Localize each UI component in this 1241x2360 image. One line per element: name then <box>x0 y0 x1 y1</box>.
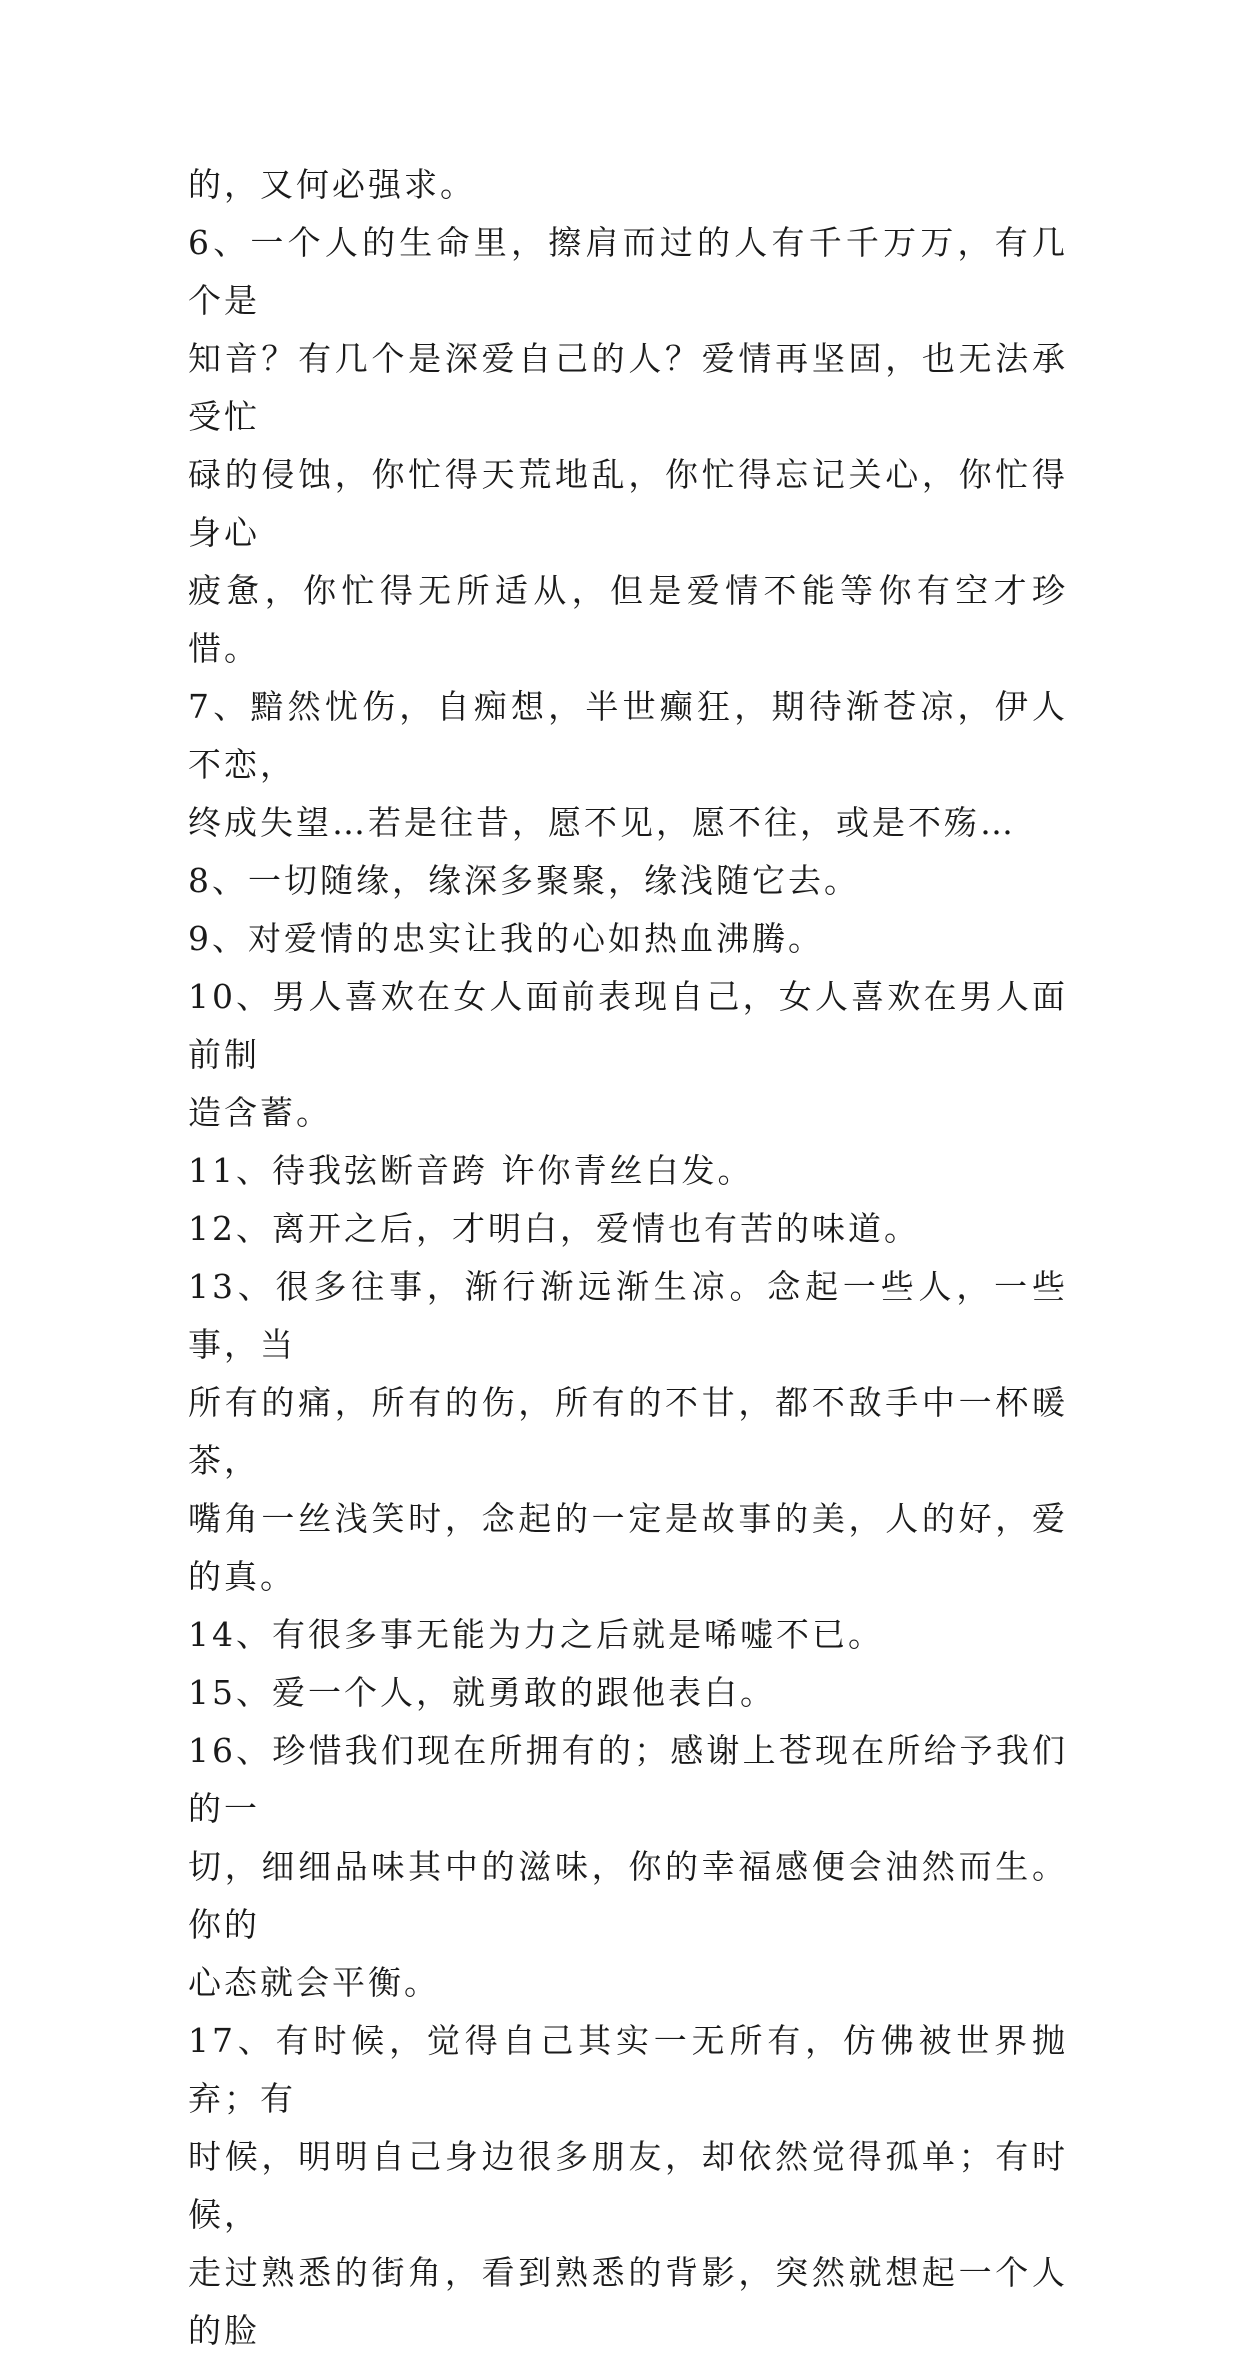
text-line: 14、有很多事无能为力之后就是唏嘘不已。 <box>188 1615 884 1654</box>
text-line: 嘴角一丝浅笑时，念起的一定是故事的美，人的好，爱的真。 <box>188 1499 1068 1596</box>
text-line: 12、离开之后，才明白，爱情也有苦的味道。 <box>188 1209 920 1248</box>
text-line: 终成失望…若是往昔，愿不见，愿不往，或是不殇… <box>188 803 1016 842</box>
text-line: 6、一个人的生命里，擦肩而过的人有千千万万，有几个是 <box>188 223 1068 320</box>
text-line: 8、一切随缘，缘深多聚聚，缘浅随它去。 <box>188 861 860 900</box>
text-line: 15、爱一个人，就勇敢的跟他表白。 <box>188 1673 776 1712</box>
text-line: 走过熟悉的街角，看到熟悉的背影，突然就想起一个人的脸 <box>188 2253 1068 2350</box>
text-line: 13、很多往事，渐行渐远渐生凉。念起一些人，一些事，当 <box>188 1267 1068 1364</box>
text-line: 7、黯然忧伤，自痴想，半世癫狂，期待渐苍凉，伊人不恋， <box>188 687 1068 784</box>
text-line: 17、有时候，觉得自己其实一无所有，仿佛被世界抛弃；有 <box>188 2021 1068 2118</box>
text-line: 的，又何必强求。 <box>188 165 476 204</box>
document-body <box>188 156 1068 2360</box>
text-line: 10、男人喜欢在女人面前表现自己，女人喜欢在男人面前制 <box>188 977 1068 1074</box>
text-line: 碌的侵蚀，你忙得天荒地乱，你忙得忘记关心，你忙得身心 <box>188 455 1068 552</box>
text-line: 时候，明明自己身边很多朋友，却依然觉得孤单；有时候， <box>188 2137 1068 2234</box>
text-line: 所有的痛，所有的伤，所有的不甘，都不敌手中一杯暖茶， <box>188 1383 1068 1480</box>
text-line: 疲惫，你忙得无所适从，但是爱情不能等你有空才珍惜。 <box>188 571 1068 668</box>
text-line: 心态就会平衡。 <box>188 1963 440 2002</box>
text-line: 造含蓄。 <box>188 1093 332 1132</box>
text-line: 切，细细品味其中的滋味，你的幸福感便会油然而生。你的 <box>188 1847 1068 1944</box>
text-line: 9、对爱情的忠实让我的心如热血沸腾。 <box>188 919 824 958</box>
text-line: 16、珍惜我们现在所拥有的；感谢上苍现在所给予我们的一 <box>188 1731 1068 1828</box>
text-line: 11、待我弦断音跨 许你青丝白发。 <box>188 1151 754 1190</box>
text-line: 知音？有几个是深爱自己的人？爱情再坚固，也无法承受忙 <box>188 339 1068 436</box>
